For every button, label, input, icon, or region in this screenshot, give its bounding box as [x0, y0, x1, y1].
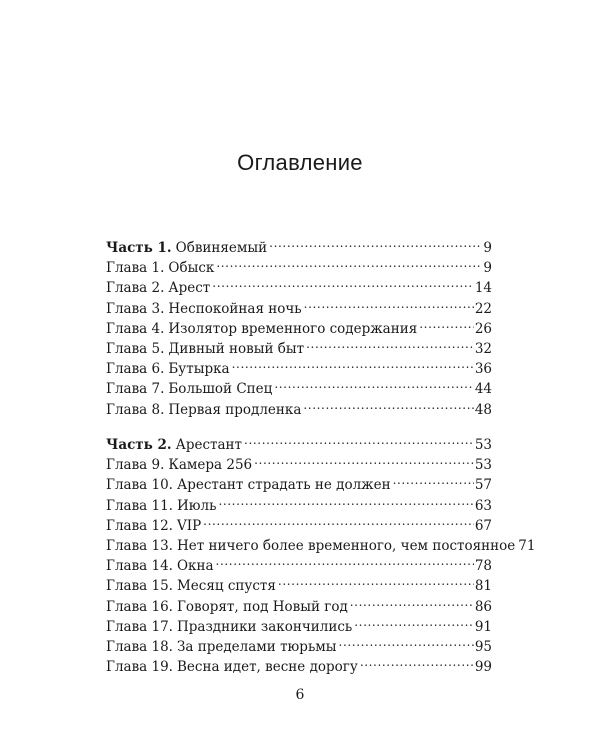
chapter-title: Арест [168, 280, 211, 297]
chapter-label: Глава 8. [106, 401, 165, 418]
chapter-title: Говорят, под Новый год [176, 598, 348, 615]
page-ref: 86 [474, 598, 492, 615]
page-ref: 14 [474, 280, 492, 297]
chapter-title: Бутырка [168, 361, 230, 378]
dot-leader [419, 313, 474, 333]
chapter-title: Окна [176, 558, 214, 575]
dot-leader [218, 490, 473, 510]
part-label: Часть 2. [106, 437, 172, 453]
chapter-label: Глава 12. [106, 517, 173, 534]
page-ref: 32 [474, 340, 492, 357]
chapter-label: Глава 13. [106, 537, 173, 554]
page-ref: 78 [474, 558, 492, 575]
page-ref: 63 [474, 497, 492, 514]
page-ref: 99 [474, 659, 492, 676]
page-ref: 71 [518, 537, 536, 554]
dot-leader [216, 550, 474, 570]
chapter-title: Праздники закончились [176, 618, 353, 635]
dot-leader [274, 373, 473, 393]
chapter-title: Арестант страдать не должен [176, 477, 391, 494]
chapter-label: Глава 17. [106, 618, 173, 635]
toc-part-heading [106, 232, 492, 256]
toc-part-2 [106, 429, 536, 676]
page-title: Оглавление [237, 150, 363, 175]
part-title: Обвиняемый [175, 240, 268, 256]
chapter-title: Неспокойная ночь [168, 300, 302, 317]
part-label: Часть 1. [106, 240, 172, 256]
chapter-title: За пределами тюрьмы [176, 638, 337, 655]
part-title: Арестант [175, 437, 243, 453]
page-ref: 22 [474, 300, 492, 317]
dot-leader [254, 449, 474, 469]
chapter-label: Глава 18. [106, 638, 173, 655]
chapter-title: VIP [176, 517, 202, 534]
chapter-label: Глава 19. [106, 659, 173, 676]
dot-leader [303, 394, 473, 414]
page-ref: 81 [474, 578, 492, 595]
chapter-label: Глава 9. [106, 457, 165, 474]
chapter-label: Глава 15. [106, 578, 173, 595]
dot-leader [212, 272, 474, 292]
dot-leader [232, 353, 474, 373]
page-ref: 44 [474, 381, 492, 398]
dot-leader [203, 510, 474, 530]
toc-part-heading [106, 429, 492, 453]
dot-leader [304, 293, 474, 313]
chapter-label: Глава 4. [106, 320, 165, 337]
chapter-title: Нет ничего более временного, чем постоянное [176, 537, 516, 554]
page-ref: 67 [474, 517, 492, 534]
dot-leader [393, 469, 474, 489]
dot-leader [354, 611, 474, 631]
page-ref: 91 [474, 618, 492, 635]
dot-leader [244, 429, 474, 449]
dot-leader [339, 631, 474, 651]
dot-leader [350, 591, 474, 611]
chapter-label: Глава 10. [106, 477, 173, 494]
page-ref: 9 [483, 260, 492, 277]
chapter-label: Глава 14. [106, 558, 173, 575]
chapter-title: Изолятор временного содержания [168, 320, 418, 337]
chapter-title: Июль [176, 497, 217, 514]
chapter-label: Глава 5. [106, 340, 165, 357]
chapter-title: Большой Спец [168, 381, 273, 398]
toc-part-1 [106, 232, 492, 418]
page-ref: 36 [474, 361, 492, 378]
chapter-label: Глава 1. [106, 260, 165, 277]
dot-leader [360, 651, 474, 671]
chapter-title: Первая продленка [168, 401, 302, 418]
chapter-label: Глава 3. [106, 300, 165, 317]
chapter-title: Камера 256 [168, 457, 253, 474]
page-ref: 48 [474, 401, 492, 418]
dot-leader [216, 252, 482, 272]
page-ref: 95 [474, 638, 492, 655]
page-number: 6 [295, 687, 305, 703]
page-ref: 53 [474, 437, 492, 453]
chapter-title: Обыск [168, 260, 215, 277]
page-ref: 9 [483, 240, 492, 256]
chapter-label: Глава 16. [106, 598, 173, 615]
dot-leader [306, 333, 474, 353]
chapter-label: Глава 6. [106, 361, 165, 378]
chapter-title: Месяц спустя [176, 578, 276, 595]
dot-leader [269, 232, 482, 252]
page-ref: 57 [474, 477, 492, 494]
dot-leader [278, 570, 474, 590]
chapter-title: Весна идет, весне дорогу [176, 659, 358, 676]
chapter-title: Дивный новый быт [168, 340, 305, 357]
chapter-label: Глава 11. [106, 497, 173, 514]
chapter-label: Глава 2. [106, 280, 165, 297]
page-ref: 53 [474, 457, 492, 474]
chapter-label: Глава 7. [106, 381, 165, 398]
page-ref: 26 [474, 320, 492, 337]
